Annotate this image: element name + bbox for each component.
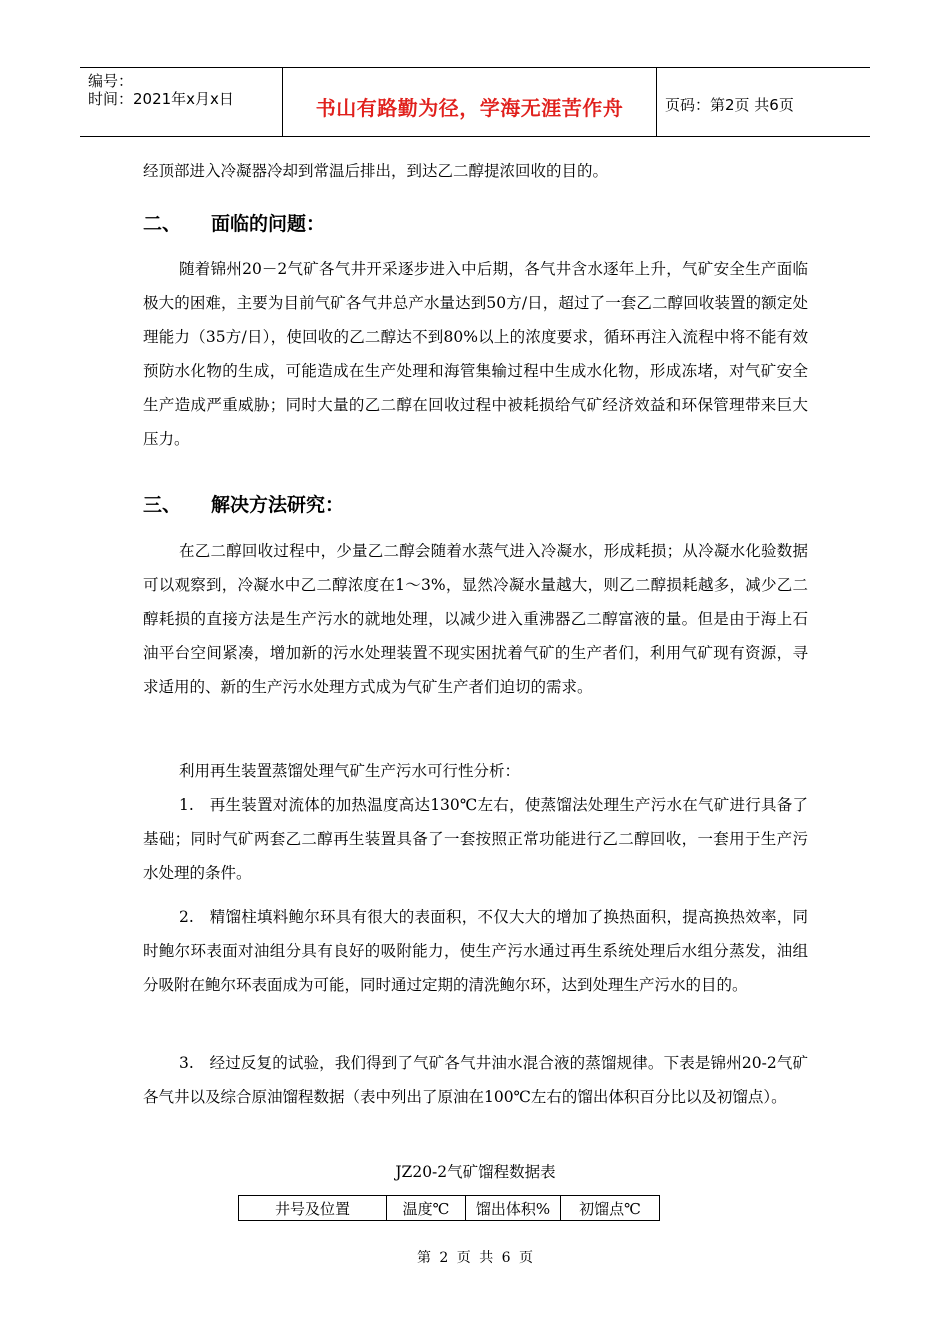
page-footer: 第 2 页 共 6 页	[416, 1250, 534, 1266]
list-item-3: 3. 经过反复的试验，我们得到了气矿各气井油水混合液的蒸馏规律。下表是锦州20-2气矿各气井以及综合原油馏程数据（表中列出了原油在100℃左右的馏出体积百分比以及初馏点）。	[143, 1054, 808, 1106]
paragraph-analysis-intro: 利用再生装置蒸馏处理气矿生产污水可行性分析：	[179, 762, 521, 780]
section-heading-2	[143, 209, 325, 236]
paragraph-problem: 随着锦州20－2气矿各气井开采逐步进入中后期，各气井含水逐年上升，气矿安全生产面临极大的困难，主要为目前气矿各气井总产水量达到50方/日，超过了一套乙二醇回收装置的额定处理能力（35方/日），使回收的乙二醇达不到80%以上的浓度要求，循环再注入流程中将不能有效预防水化物的生成，可能造成在生产处理和海管集输过程中生成水化物，形成冻堵，对气矿安全生产造成严重威胁；同时大量的乙二醇在回收过程中被耗损给气矿经济效益和环保管理带来巨大压力。	[143, 260, 808, 448]
column-header-initial-boiling-point: 初馏点℃	[561, 1196, 660, 1221]
document-number-label: 编号：	[88, 72, 134, 90]
paragraph-solution: 在乙二醇回收过程中，少量乙二醇会随着水蒸气进入冷凝水，形成耗损；从冷凝水化验数据可以观察到，冷凝水中乙二醇浓度在1～3%，显然冷凝水量越大，则乙二醇损耗越多，减少乙二醇耗损的直接方法是生产污水的就地处理，以减少进入重沸器乙二醇富液的量。但是由于海上石油平台空间紧凑，增加新的污水处理装置不现实困扰着气矿的生产者们，利用气矿现有资源，寻求适用的、新的生产污水处理方式成为气矿生产者们迫切的需求。	[143, 542, 808, 696]
paragraph-continued: 经顶部进入冷凝器冷却到常温后排出，到达乙二醇提浓回收的目的。	[143, 162, 609, 180]
section-number: 三、	[143, 494, 182, 516]
section-title: 解决方法研究：	[211, 494, 345, 516]
page-header	[80, 67, 870, 137]
list-item-1: 1. 再生装置对流体的加热温度高达130℃左右，使蒸馏法处理生产污水在气矿进行具备了基础；同时气矿两套乙二醇再生装置具备了一套按照正常功能进行乙二醇回收，一套用于生产污水处理的条件。	[143, 796, 808, 882]
section-title: 面临的问题：	[211, 213, 326, 235]
distillation-table	[238, 1195, 660, 1221]
section-number: 二、	[143, 213, 182, 235]
document-date: 时间：2021年x月x日	[88, 90, 234, 108]
header-page-info: 页码：第2页 共6页	[665, 96, 794, 114]
column-header-temperature: 温度℃	[387, 1196, 466, 1221]
table-header-row	[239, 1196, 660, 1221]
section-heading-3	[143, 490, 344, 517]
header-meta-cell	[80, 68, 283, 136]
column-header-distilled-volume: 馏出体积%	[466, 1196, 561, 1221]
column-header-well: 井号及位置	[239, 1196, 387, 1221]
header-motto-cell	[283, 68, 657, 136]
header-page-cell	[657, 68, 870, 136]
table-caption: JZ20-2气矿馏程数据表	[395, 1163, 556, 1181]
list-item-2: 2. 精馏柱填料鲍尔环具有很大的表面积，不仅大大的增加了换热面积，提高换热效率，同时鲍尔环表面对油组分具有良好的吸附能力，使生产污水通过再生系统处理后水组分蒸发，油组分吸附在鲍尔环表面成为可能，同时通过定期的清洗鲍尔环，达到处理生产污水的目的。	[143, 908, 808, 994]
header-motto: 书山有路勤为径，学海无涯苦作舟	[315, 96, 624, 120]
